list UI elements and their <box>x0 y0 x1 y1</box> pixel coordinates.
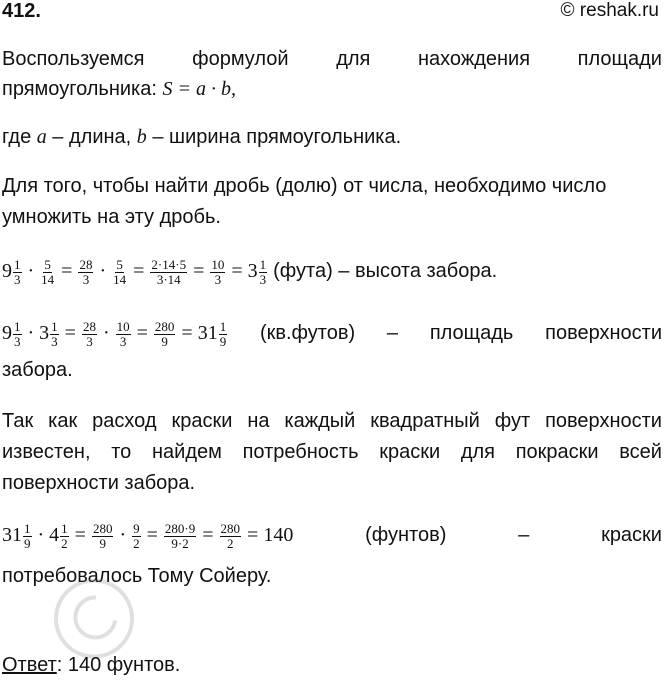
fraction: $\frac{5}{14}$ <box>113 257 127 287</box>
equation-paint: 31 $\frac{1}{9}$ · 4 $\frac{1}{2}$ = $\frac{280}{9}$ · $\frac{9}{2}$ = $\frac{280\cdot 9}{9\cdot 2}$ = $\frac{280}{2}$ = 140 (фунтов) – краски <box>2 521 662 551</box>
word: для <box>336 48 371 70</box>
fraction: $\frac{1}{9}$ <box>24 521 31 551</box>
area-formula: S = a · b, <box>162 78 236 100</box>
equation-area: 9 $\frac{1}{3}$ · 3 $\frac{1}{3}$ = $\frac{28}{3}$ · $\frac{10}{3}$ = $\frac{280}{9}$ = 31 $\frac{1}{9}$ (кв.футов) – площадь поверхности <box>2 319 662 349</box>
para4-line1: Так как расход краски на каждый квадратный фут поверхности <box>2 410 662 432</box>
fraction: $\frac{280}{9}$ <box>154 319 175 349</box>
fraction: $\frac{1}{3}$ <box>14 257 21 287</box>
whole: 3 <box>247 260 258 283</box>
fraction: $\frac{9}{2}$ <box>133 521 140 551</box>
fraction: $\frac{280}{9}$ <box>92 521 113 551</box>
para2-line <box>2 124 401 150</box>
para3-line2: умножить на эту дробь. <box>2 206 221 228</box>
word: формулой <box>192 48 289 70</box>
word: – <box>386 322 399 344</box>
answer-text: : 140 фунтов. <box>56 654 181 676</box>
whole: 9 <box>2 260 12 283</box>
text: прямоугольника: <box>2 78 157 100</box>
text: – длина, <box>46 126 137 148</box>
fraction: $\frac{28}{3}$ <box>82 319 96 349</box>
fraction: $\frac{5}{14}$ <box>41 257 55 287</box>
para4-line3: поверхности забора. <box>2 472 196 494</box>
word: (кв.футов) <box>259 322 356 344</box>
fraction: $\frac{1}{3}$ <box>259 257 267 287</box>
fraction: $\frac{10}{3}$ <box>116 319 130 349</box>
equation-height: 9 $\frac{1}{3}$ · $\frac{5}{14}$ = $\frac{28}{3}$ · $\frac{5}{14}$ = $\frac{2\cdot 14\cdot 5}{3\cdot 14}$ = $\frac{10}{3}$ = 3 $\frac{1}{3}$ (фута) – высота забора. <box>2 257 498 287</box>
word: площади <box>577 48 662 70</box>
site-copyright: © reshak.ru <box>560 0 659 21</box>
answer-line <box>2 652 180 678</box>
var-b: b <box>136 126 147 148</box>
word: площадь <box>429 322 514 344</box>
fraction: $\frac{1}{9}$ <box>219 319 227 349</box>
whole: 31 <box>2 524 22 547</box>
equation-paint-line2: потребовалось Тому Сойеру. <box>2 565 272 587</box>
fraction: $\frac{28}{3}$ <box>79 257 93 287</box>
word: нахождения <box>417 48 531 70</box>
fraction: $\frac{280}{2}$ <box>220 521 241 551</box>
var-a: a <box>36 126 47 148</box>
word: краски <box>601 524 662 546</box>
word: (фунтов) <box>365 524 447 546</box>
fraction-cancelled: $\frac{2\cdot 14\cdot 5}{3\cdot 14}$ <box>151 257 187 287</box>
para3-line1: Для того, чтобы найти дробь (долю) от числа, необходимо число <box>2 175 607 197</box>
answer-label: Ответ <box>2 654 57 676</box>
fraction-cancelled: $\frac{280\cdot 9}{9\cdot 2}$ <box>164 521 196 551</box>
fraction: $\frac{1}{2}$ <box>61 521 68 551</box>
whole: 3 <box>39 322 50 345</box>
whole: 4 <box>49 524 60 547</box>
whole: 9 <box>2 322 12 345</box>
equation-area-line2: забора. <box>2 359 73 381</box>
result: 140 <box>263 524 294 547</box>
fraction: $\frac{1}{3}$ <box>51 319 58 349</box>
fraction: $\frac{1}{3}$ <box>14 319 21 349</box>
text: – ширина прямоугольника. <box>146 126 402 148</box>
para1-line1 <box>2 46 662 72</box>
word: Воспользуемся <box>2 48 145 70</box>
whole: 31 <box>197 322 218 345</box>
text: (фута) – высота забора. <box>273 260 498 283</box>
text: где <box>2 126 37 148</box>
fraction: $\frac{10}{3}$ <box>211 257 225 287</box>
para1-line2 <box>2 76 236 102</box>
word: – <box>518 524 530 546</box>
word: поверхности <box>545 322 662 344</box>
para4-line2: известен, то найдем потребность краски для покраски всей <box>2 441 662 463</box>
problem-number: 412. <box>2 0 41 22</box>
